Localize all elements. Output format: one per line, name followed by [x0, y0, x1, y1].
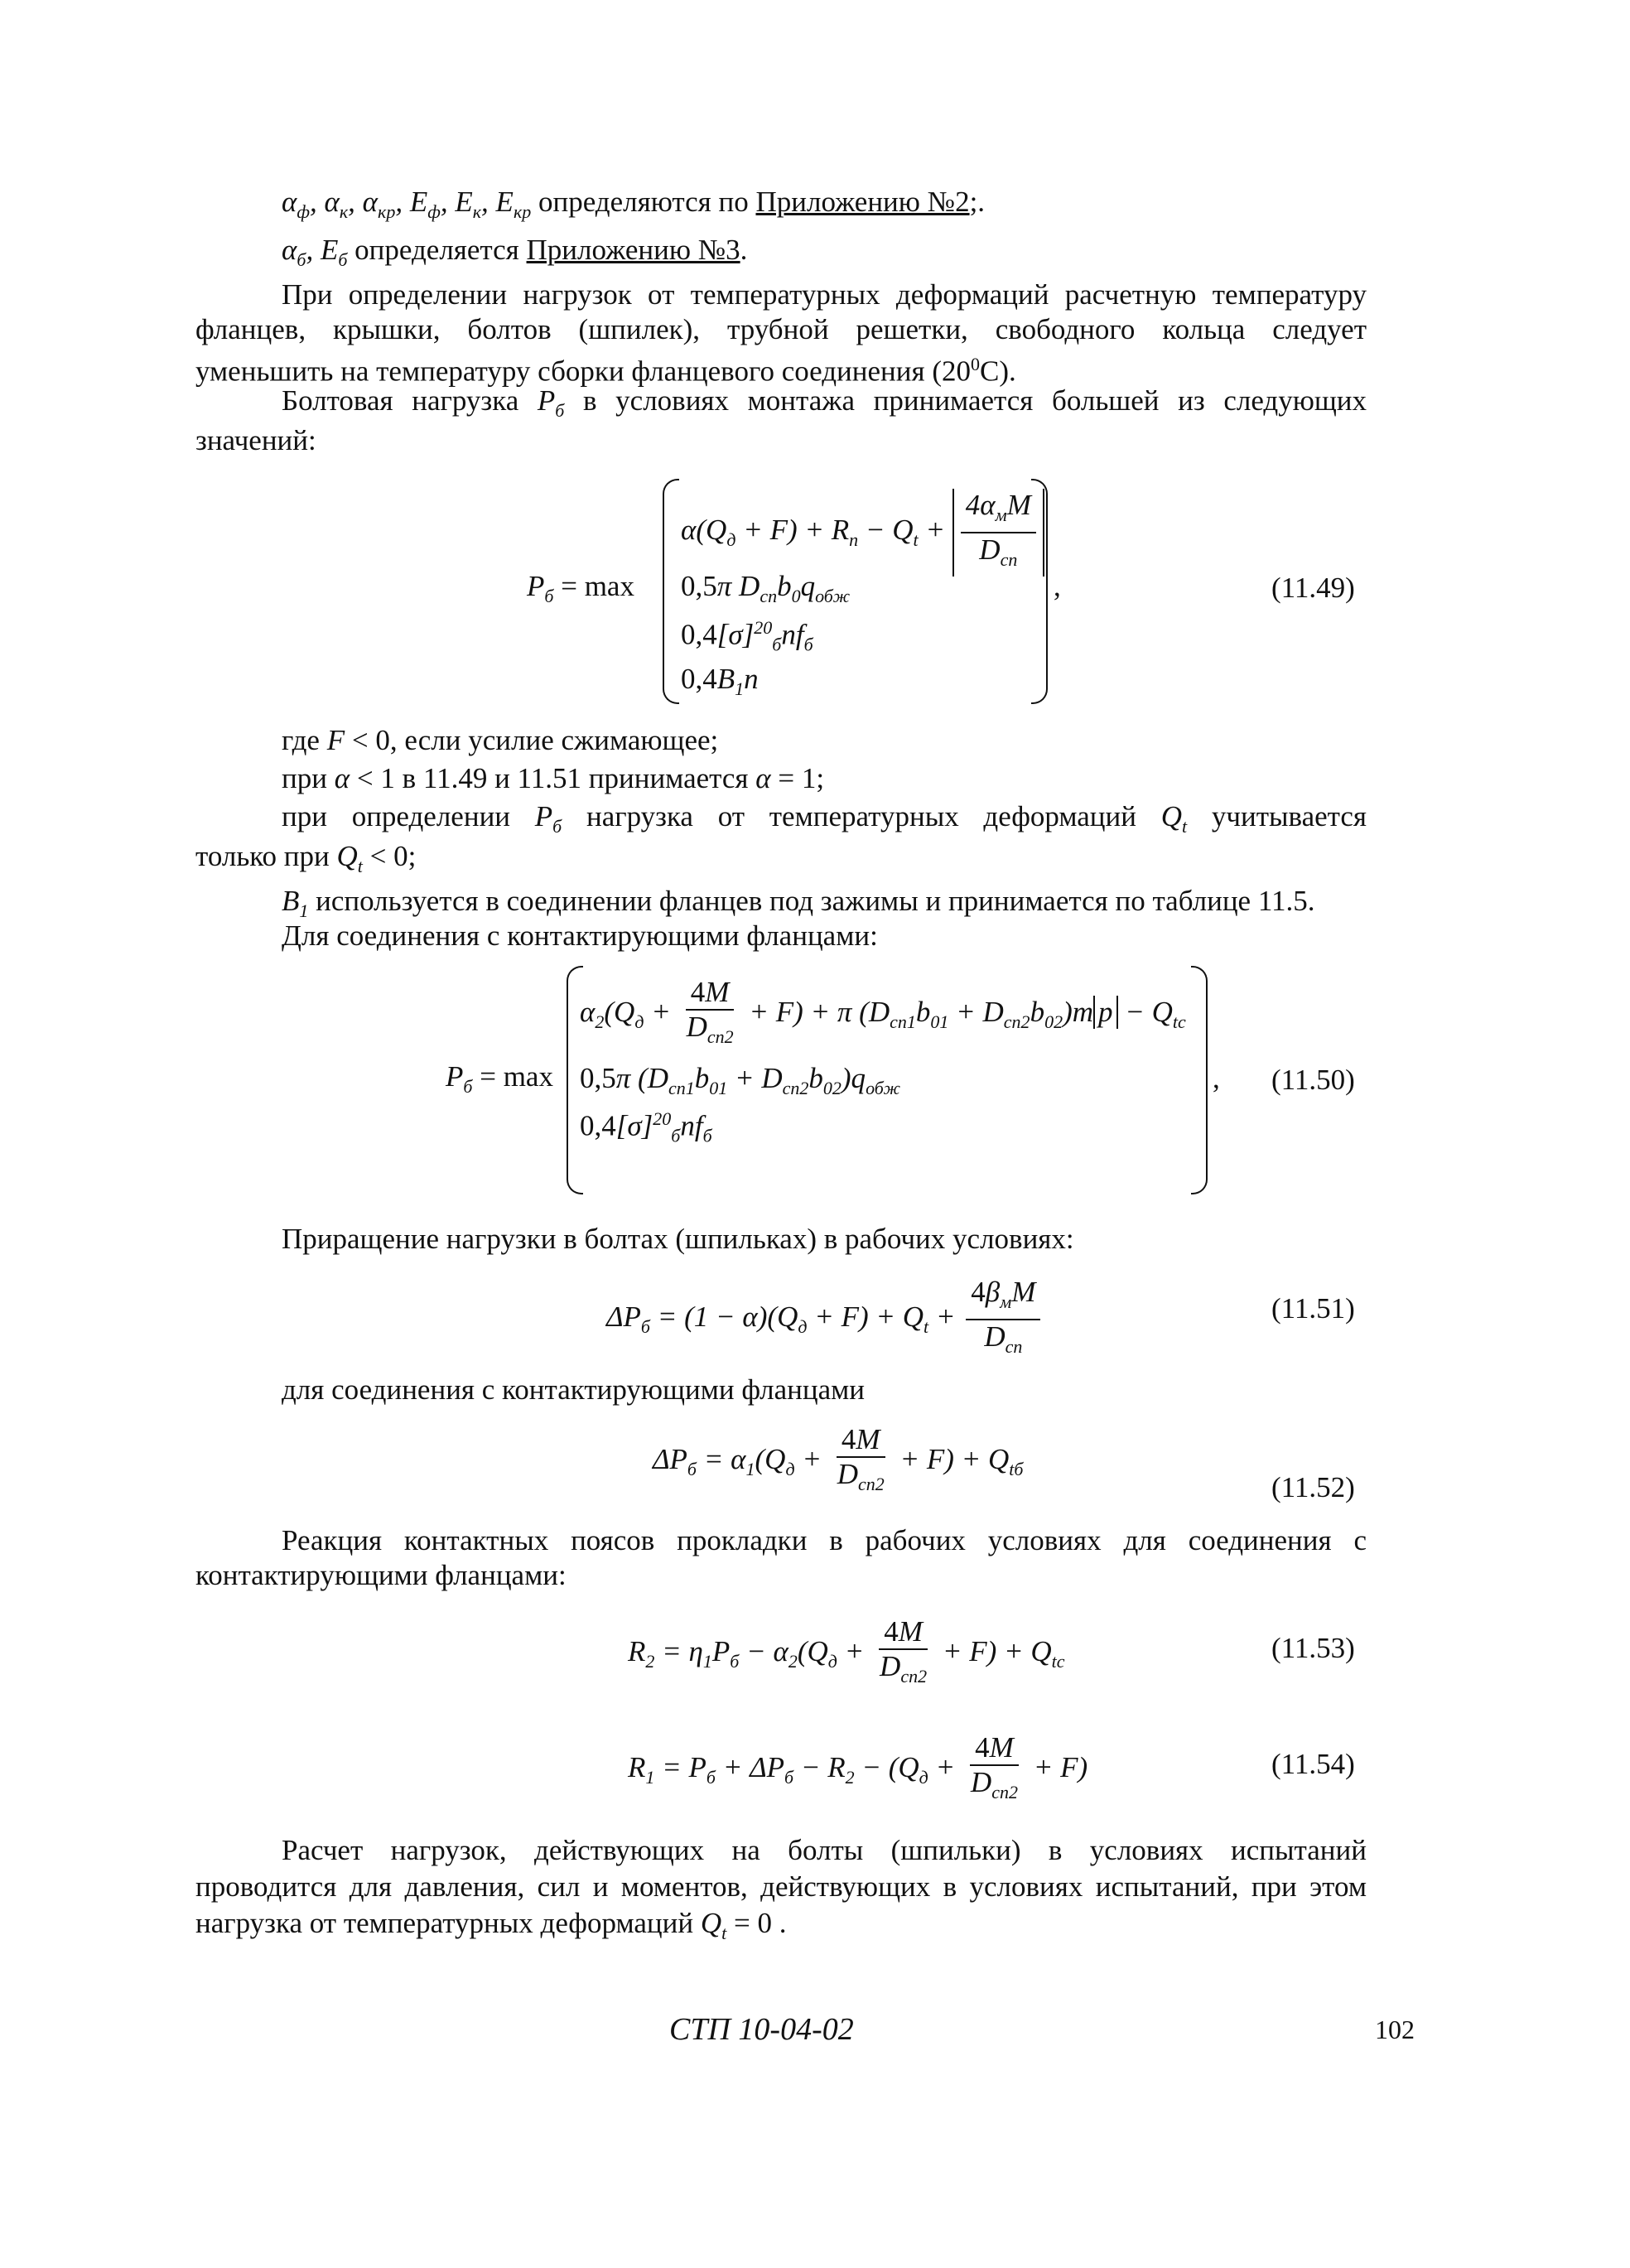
equation-number-11-49: (11.49): [1271, 572, 1355, 604]
formula-11-52: $\Delta P_б = \alpha_1(Q_д$ + $\frac{4M}{D_{сп2}}$ + $F) + Q_{tб}$: [653, 1423, 1024, 1494]
where-line-4: только при $Q_t < 0$;: [195, 840, 417, 876]
paragraph-temperature-3: уменьшить на температуру сборки фланцевого соединения $(20^0C)$.: [195, 354, 1016, 388]
formula-11-51: $\Delta P_б = (1 - \alpha)(Q_д + F) + Q_t$ + $\frac{4\beta_мM}{D_{сп}}$: [606, 1276, 1044, 1363]
appendix-2-link[interactable]: Приложению №2: [755, 186, 970, 218]
equation-number-11-53: (11.53): [1271, 1632, 1355, 1664]
where-line-1: где F < 0, если усилие сжимающее;: [282, 724, 719, 756]
equation-number-11-50: (11.50): [1271, 1064, 1355, 1096]
where-line-3: при определении $P_б$ нагрузка от температурных деформаций $Q_t$ учитывается: [282, 800, 1367, 837]
paragraph-bolt-load-2: значений:: [195, 424, 316, 456]
formula-11-53: $R_2 = \eta_1P_б - \alpha_2(Q_д$ + $\frac{4M}{D_{сп2}}$ + $F) + Q_{tc}$: [628, 1615, 1065, 1687]
contact-flanges-line-2: для соединения с контактирующими фланцами: [282, 1373, 866, 1406]
document-code: СТП 10-04-02: [669, 2012, 854, 2047]
symbols-line-2: $\alpha_б$, $E_б$ определяется Приложению №3.: [282, 234, 748, 270]
contact-flanges-line: Для соединения с контактирующими фланцами:: [282, 919, 878, 952]
appendix-3-link[interactable]: Приложению №3: [526, 234, 740, 266]
formula-11-54: $R_1 = P_б + \Delta P_б - R_2 - (Q_д$ + $\frac{4M}{D_{сп2}}$ + F): [628, 1731, 1088, 1802]
reaction-paragraph-2: контактирующими фланцами:: [195, 1559, 567, 1591]
symbols-line-1: $\alpha_ф$, $\alpha_к$, $\alpha_{кр}$, $E_ф$, $E_к$, $E_{кр}$ определяются по Приложению №2;.: [282, 186, 986, 222]
paragraph-temperature-1: При определении нагрузок от температурных деформаций расчетную температуру: [282, 278, 1367, 311]
where-line-2: при α < 1 в 11.49 и 11.51 принимается α = 1;: [282, 762, 825, 794]
increment-line: Приращение нагрузки в болтах (шпильках) в рабочих условиях:: [282, 1223, 1074, 1255]
equation-number-11-52: (11.52): [1271, 1471, 1355, 1503]
test-conditions-paragraph-1: Расчет нагрузок, действующих на болты (шпильки) в условиях испытаний: [282, 1834, 1367, 1866]
document-page: $\alpha_ф$, $\alpha_к$, $\alpha_{кр}$, $E_ф$, $E_к$, $E_{кр}$ определяются по Приложению №2;. $\alpha_б$, $E_б$ определяется Приложению №3. При определении нагрузок от температурных деформаций расчетную температуру фланцев, крышки, болтов (шпилек), трубной решетки, свободного кольца следует уменьшить на температуру сборки фланцевого соединения $(20^0C)$. Болтовая нагрузка $P_б$ в условиях монтажа принимается большей из следующих значений: $P_б = \max$ $\alpha(Q_д + F) + R_п - Q_t$ + $\frac{4\alpha_мM}{D_{сп}}$ 0,5π $D_{сп}b_0q_{обж}$ $0,4[\sigma]^{20}_бnf_б$ $0,4B_1n$ , (11.49) где F < 0, если усилие сжимающее; при α < 1 в 11.49 и 11.51 принимается α = 1; при определении $P_б$ нагрузка от температурных деформаций $Q_t$ учитывается только при $Q_t < 0$; $B_1$ используется в соединении фланцев под зажимы и принимается по таблице 11.5. Для соединения с контактирующими фланцами: $P_б = \max$ $\alpha_2(Q_д$ + $\frac{4M}{D_{сп2}}$ + F) + π $(D_{сп1}b_{01} + D_{сп2}b_{02})m$ $p - Q_{tc}$ 0,5π $(D_{сп1}b_{01} + D_{сп2}b_{02})q_{обж}$ $0,4[\sigma]^{20}_бnf_б$ , (11.50) Приращение нагрузки в болтах (шпильках) в рабочих условиях: $\Delta P_б = (1 - \alpha)(Q_д + F) + Q_t$ + $\frac{4\beta_мM}{D_{сп}}$ (11.51) для соединения с контактирующими фланцами $\Delta P_б = \alpha_1(Q_д$ + $\frac{4M}{D_{сп2}}$ + $F) + Q_{tб}$ (11.52) Реакция контактных поясов прокладки в рабочих условиях для соединения с контактирующими фланцами: $R_2 = \eta_1P_б - \alpha_2(Q_д$ + $\frac{4M}{D_{сп2}}$ + $F) + Q_{tc}$ (11.53) $R_1 = P_б + \Delta P_б - R_2 - (Q_д$ + $\frac{4M}{D_{сп2}}$ + F) (11.54) Расчет нагрузок, действующих на болты (шпильки) в условиях испытаний проводится для давления, сил и моментов, действующих в условиях испытаний, при этом нагрузка от температурных деформаций $Q_t = 0$ . СТП 10-04-02 102: [195, 186, 1415, 2047]
test-conditions-paragraph-3: нагрузка от температурных деформаций $Q_t = 0$ .: [195, 1907, 787, 1943]
b1-line: $B_1$ используется в соединении фланцев под зажимы и принимается по таблице 11.5.: [282, 885, 1315, 921]
paragraph-bolt-load-1: Болтовая нагрузка $P_б$ в условиях монтажа принимается большей из следующих: [282, 384, 1367, 421]
reaction-paragraph-1: Реакция контактных поясов прокладки в рабочих условиях для соединения с: [282, 1524, 1367, 1556]
page-number: 102: [1375, 2015, 1415, 2044]
paragraph-temperature-2: фланцев, крышки, болтов (шпилек), трубной решетки, свободного кольца следует: [195, 313, 1367, 345]
equation-number-11-51: (11.51): [1271, 1292, 1355, 1325]
equation-number-11-54: (11.54): [1271, 1748, 1355, 1780]
test-conditions-paragraph-2: проводится для давления, сил и моментов, действующих в условиях испытаний, при этом: [195, 1870, 1367, 1903]
